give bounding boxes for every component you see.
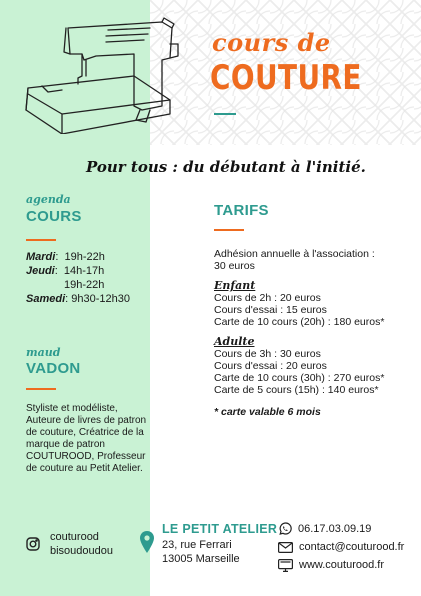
teacher-subtitle: maud [26,346,61,359]
title-small: cours de [212,28,331,57]
schedule [26,250,130,306]
tarifs-list [214,248,414,418]
adhesion-price: 30 euros [214,260,255,272]
price-line: Cours d'essai : 20 euros [214,360,327,372]
instagram-icon [26,537,40,551]
price-line: Cours de 3h : 30 euros [214,348,321,360]
website-icon [278,559,293,572]
schedule-sep: : [54,265,58,277]
teacher-divider [26,388,56,390]
validity-note: * carte valable 6 mois [214,406,321,418]
price-line: Carte de 10 cours (20h) : 180 euros* [214,316,385,328]
phone-number[interactable]: 06.17.03.09.19 [298,523,372,535]
agenda-divider [26,239,56,241]
agenda-subtitle: agenda [26,193,71,206]
teacher-name: VADON [26,360,81,377]
place-name: LE PETIT ATELIER [162,522,278,536]
schedule-row [26,264,130,278]
price-line: Carte de 5 cours (15h) : 140 euros* [214,384,379,396]
contact-phone [278,522,404,536]
contact-email [278,540,404,554]
location-pin-icon [140,531,154,553]
schedule-day: Jeudi [26,265,55,277]
email-icon [278,542,293,553]
schedule-time: 19h-22h [64,251,105,263]
address-block [140,522,277,566]
price-line: Cours d'essai : 15 euros [214,304,327,316]
tarifs-title: TARIFS [214,202,269,219]
tarifs-divider [214,229,244,231]
social-handle-2: bisoudoudou [50,545,114,557]
email-address[interactable]: contact@couturood.fr [299,541,405,553]
schedule-sep: : [55,251,59,263]
schedule-day: Samedi [26,293,66,305]
schedule-time: 19h-22h [64,279,105,291]
agenda-title: COURS [26,208,82,225]
contact-website [278,558,404,572]
contact-list [278,522,404,576]
social-text [50,530,113,558]
schedule-row [26,292,130,306]
social-handles [26,530,113,558]
city: 13005 Marseille [162,553,240,565]
website-url[interactable]: www.couturood.fr [299,559,384,571]
enfant-title: Enfant [214,279,256,292]
schedule-sep: : [65,293,69,305]
price-line: Cours de 2h : 20 euros [214,292,321,304]
address-text [162,522,277,566]
title-divider [214,113,236,115]
schedule-time: 14h-17h [63,265,105,277]
price-line: Carte de 10 cours (30h) : 270 euros* [214,372,385,384]
street: 23, rue Ferrari [162,539,232,551]
schedule-row [26,278,130,292]
teacher-bio: Styliste et modéliste, Auteure de livres de patron de couture, Créatrice de la marque de patron COUTUROOD, Professeur de couture au Petit Atelier. [26,403,147,474]
whatsapp-icon [278,522,292,536]
social-handle-1: couturood [50,531,99,543]
tagline: Pour tous : du débutant à l'initié. [86,158,366,176]
title-big: COUTURE [210,58,362,98]
adulte-title: Adulte [214,335,255,348]
schedule-day: Mardi [26,251,56,263]
schedule-time: 9h30-12h30 [71,293,130,305]
adhesion-line: Adhésion annuelle à l'association : [214,248,375,260]
sewing-machine-illustration [22,14,182,134]
schedule-row [26,250,130,264]
